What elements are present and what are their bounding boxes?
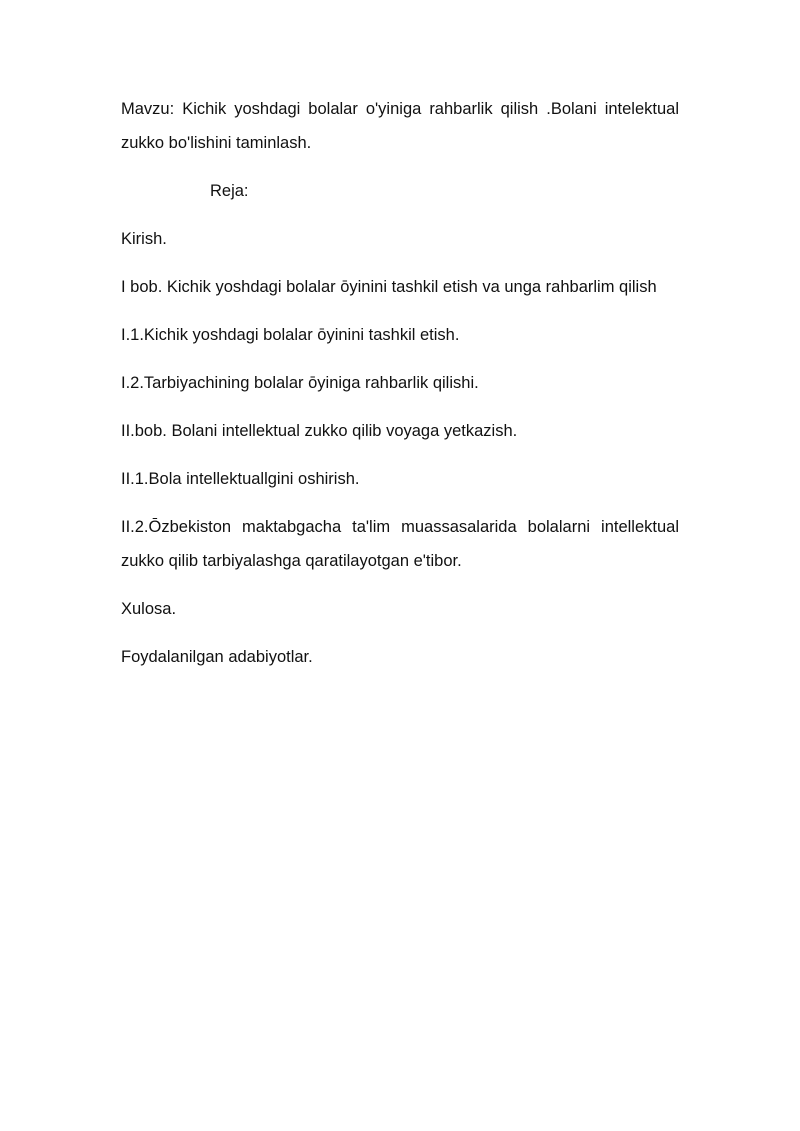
plan-item-introduction: Kirish. (121, 230, 167, 248)
plan-item-section-1-1: I.1.Kichik yoshdagi bolalar ōyinini tashkil etish. (121, 326, 460, 344)
plan-item-chapter-1: I bob. Kichik yoshdagi bolalar ōyinini tashkil etish va unga rahbarlim qilish (121, 278, 657, 296)
plan-item-section-2-2: II.2.Ōzbekiston maktabgacha ta'lim muassasalarida bolalarni intellektual zukko qilib tarbiyalashga qaratilayotgan e'tibor. (121, 518, 679, 570)
topic-line: Mavzu: Kichik yoshdagi bolalar o'yiniga rahbarlik qilish .Bolani intelektual zukko bo'lishini taminlash. (121, 100, 679, 152)
plan-item-references: Foydalanilgan adabiyotlar. (121, 648, 313, 666)
plan-item-section-1-2: I.2.Tarbiyachining bolalar ōyiniga rahbarlik qilishi. (121, 374, 479, 392)
plan-item-chapter-2: II.bob. Bolani intellektual zukko qilib voyaga yetkazish. (121, 422, 518, 440)
plan-item-conclusion: Xulosa. (121, 600, 177, 618)
plan-item-section-2-1: II.1.Bola intellektuallgini oshirish. (121, 470, 360, 488)
document-content (121, 92, 679, 688)
plan-heading: Reja: (210, 182, 249, 200)
